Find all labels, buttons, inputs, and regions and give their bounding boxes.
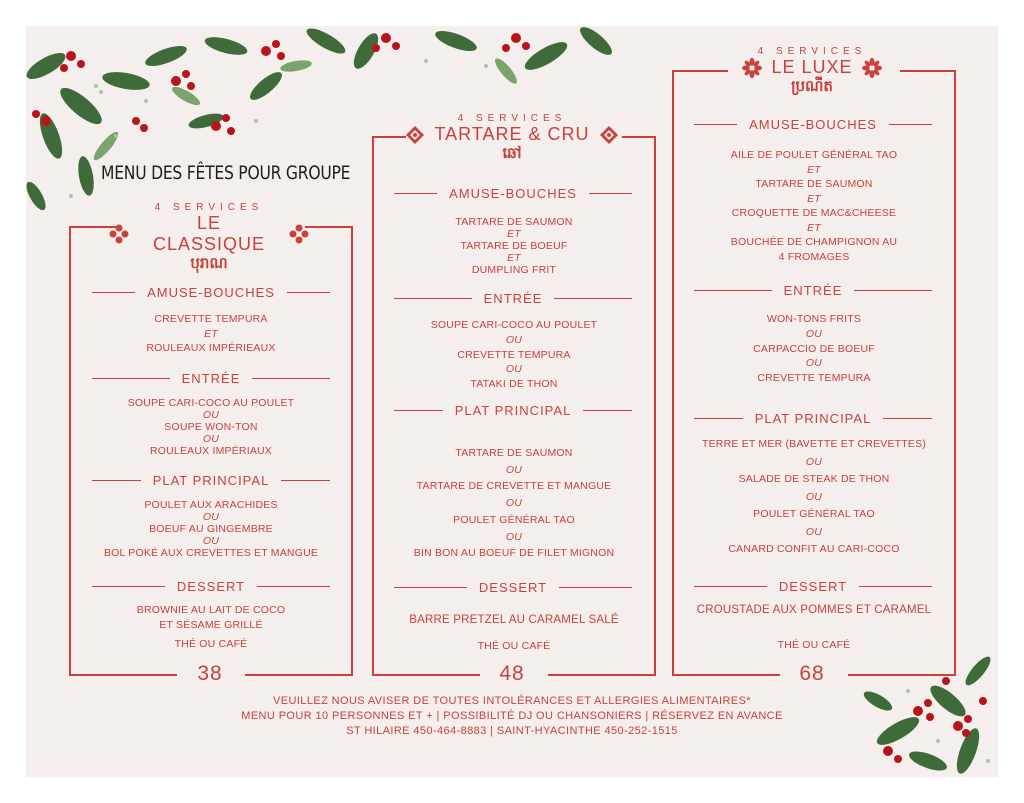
section-items bbox=[372, 318, 656, 392]
menu-sheet bbox=[26, 26, 998, 777]
menu-item-connector: OU bbox=[202, 535, 220, 547]
menu-item-connector: OU bbox=[805, 490, 823, 503]
section-items bbox=[69, 499, 353, 559]
menu-item: BOL POKÉ AUX CREVETTES ET MANGUE bbox=[103, 547, 319, 559]
menu-item-connector: OU bbox=[505, 463, 523, 476]
section-items bbox=[672, 312, 956, 386]
menu-item-connector: OU bbox=[202, 433, 220, 445]
menu-item: CROUSTADE AUX POMMES ET CARAMEL bbox=[696, 604, 932, 616]
menu-price: 48 bbox=[499, 662, 525, 685]
section-header: AMUSE-BOUCHES bbox=[694, 117, 932, 132]
menu-item: BOEUF AU GINGEMBRE bbox=[149, 523, 273, 535]
menu-item-connector: ET bbox=[507, 252, 521, 264]
menu-header bbox=[109, 202, 309, 276]
menu-item-connector: OU bbox=[505, 363, 523, 376]
menu-item: WON-TONS FRITS bbox=[766, 313, 862, 325]
menu-item: DUMPLING FRIT bbox=[471, 264, 557, 276]
menu-item: BOUCHÉE DE CHAMPIGNON AU bbox=[730, 236, 898, 248]
menu-item: CANARD CONFIT AU CARI-COCO bbox=[728, 543, 900, 555]
flower-ornament-icon bbox=[742, 58, 762, 78]
menu-item: SOUPE WON-TON bbox=[164, 421, 258, 433]
menu-item: BROWNIE AU LAIT DE COCO bbox=[136, 604, 286, 616]
section-header: DESSERT bbox=[92, 579, 330, 594]
services-label: 4 SERVICES bbox=[457, 113, 567, 124]
menu-item: TARTARE DE CREVETTE ET MANGUE bbox=[416, 480, 612, 493]
menu-item: 4 FROMAGES bbox=[778, 250, 850, 263]
menu-item-connector: ET bbox=[507, 228, 521, 240]
menu-header bbox=[712, 46, 912, 99]
menu-item-connector: OU bbox=[202, 409, 220, 421]
menu-item-connector: OU bbox=[505, 497, 523, 510]
menu-item: BIN BON AU BOEUF DE FILET MIGNON bbox=[413, 547, 615, 560]
menu-item: SALADE DE STEAK DE THON bbox=[738, 473, 890, 485]
section-items bbox=[372, 216, 656, 276]
menu-item: TARTARE DE SAUMON bbox=[455, 216, 573, 228]
menu-name: LE CLASSIQUE bbox=[152, 213, 266, 254]
section-header: PLAT PRINCIPAL bbox=[92, 473, 330, 488]
page-title: MENU DES FÊTES POUR GROUPE bbox=[101, 162, 351, 184]
flower-ornament-icon bbox=[862, 58, 882, 78]
menu-item: SOUPE CARI-COCO AU POULET bbox=[430, 319, 598, 331]
menu-item: CARPACCIO DE BOEUF bbox=[753, 342, 875, 355]
menu-item: POULET GÉNÉRAL TAO bbox=[753, 508, 875, 520]
menu-name-khmer: ប្រណីត bbox=[791, 77, 833, 95]
footer-group-info: MENU POUR 10 PERSONNES ET + | POSSIBILITÉ DJ OU CHANSONIERS | RÉSERVEZ EN AVANCE bbox=[241, 710, 783, 722]
section-items bbox=[69, 397, 353, 457]
section-items bbox=[69, 312, 353, 356]
menu-name: TARTARE & CRU bbox=[434, 124, 590, 144]
menu-item: BARRE PRETZEL AU CARAMEL SALÉ bbox=[409, 614, 619, 626]
menu-item: TATAKI DE THON bbox=[470, 378, 558, 391]
section-header: PLAT PRINCIPAL bbox=[694, 411, 932, 426]
menu-item: POULET GÉNÉRAL TAO bbox=[453, 513, 575, 526]
menu-item-connector: ET bbox=[204, 327, 218, 340]
section-header: ENTRÉE bbox=[394, 291, 632, 306]
menu-item-connector: OU bbox=[505, 333, 523, 346]
menu-item: TARTARE DE BOEUF bbox=[460, 240, 568, 252]
section-header: PLAT PRINCIPAL bbox=[394, 403, 632, 418]
menu-item: CREVETTE TEMPURA bbox=[457, 348, 571, 361]
section-header: AMUSE-BOUCHES bbox=[92, 285, 330, 300]
section-items bbox=[672, 148, 956, 264]
section-items bbox=[672, 603, 956, 653]
section-header: ENTRÉE bbox=[92, 371, 330, 386]
menu-item: THÉ OU CAFÉ bbox=[777, 639, 851, 651]
section-items bbox=[372, 613, 656, 654]
menu-name-khmer: បុរាណ bbox=[190, 254, 228, 272]
menu-item: ET SÉSAME GRILLÉ bbox=[159, 619, 263, 631]
menu-price: 38 bbox=[197, 662, 223, 685]
services-label: 4 SERVICES bbox=[757, 46, 867, 57]
section-header: DESSERT bbox=[394, 580, 632, 595]
menu-header bbox=[397, 113, 627, 166]
menu-item-connector: OU bbox=[805, 525, 823, 538]
menu-item: ROULEAUX IMPÉRIEAUX bbox=[146, 342, 276, 354]
menu-name-khmer: ឆៅ bbox=[502, 144, 522, 162]
section-header: ENTRÉE bbox=[694, 283, 932, 298]
menu-item: THÉ OU CAFÉ bbox=[477, 640, 551, 652]
menu-item-connector: ET bbox=[807, 163, 821, 176]
section-header: AMUSE-BOUCHES bbox=[394, 186, 632, 201]
flower-ornament-icon bbox=[289, 224, 309, 244]
menu-item-connector: OU bbox=[805, 327, 823, 340]
menu-item-connector: OU bbox=[805, 357, 823, 370]
section-items bbox=[672, 436, 956, 559]
menu-item: TARTARE DE SAUMON bbox=[755, 178, 873, 190]
footer-allergy-notice: VEUILLEZ NOUS AVISER DE TOUTES INTOLÉRANCES ET ALLERGIES ALIMENTAIRES* bbox=[273, 695, 751, 707]
menu-item: CROQUETTE DE MAC&CHEESE bbox=[731, 207, 897, 219]
menu-item: AILE DE POULET GÉNÉRAL TAO bbox=[730, 149, 898, 161]
menu-item: POULET AUX ARACHIDES bbox=[144, 499, 278, 511]
menu-price: 68 bbox=[799, 662, 825, 685]
menu-item: SOUPE CARI-COCO AU POULET bbox=[127, 397, 295, 409]
section-items bbox=[69, 603, 353, 652]
menu-item: CREVETTE TEMPURA bbox=[154, 313, 268, 325]
menu-item: ROULEAUX IMPÉRIAUX bbox=[149, 445, 273, 457]
menu-item-connector: OU bbox=[202, 511, 220, 523]
menu-item: CREVETTE TEMPURA bbox=[757, 372, 871, 385]
flower-ornament-icon bbox=[599, 125, 619, 145]
flower-ornament-icon bbox=[109, 224, 129, 244]
section-header: DESSERT bbox=[694, 579, 932, 594]
services-label: 4 SERVICES bbox=[154, 202, 264, 213]
footer-phone-numbers: ST HILAIRE 450-464-8883 | SAINT-HYACINTHE 450-252-1515 bbox=[346, 725, 678, 737]
menu-item: THÉ OU CAFÉ bbox=[174, 638, 248, 650]
menu-item-connector: ET bbox=[807, 192, 821, 205]
menu-item-connector: OU bbox=[805, 455, 823, 468]
menu-item-connector: OU bbox=[505, 530, 523, 543]
flower-ornament-icon bbox=[405, 125, 425, 145]
menu-item: TERRE ET MER (BAVETTE ET CREVETTES) bbox=[701, 438, 927, 450]
menu-item-connector: ET bbox=[807, 221, 821, 234]
section-items bbox=[372, 445, 656, 562]
menu-item: TARTARE DE SAUMON bbox=[455, 447, 573, 459]
menu-name: LE LUXE bbox=[771, 57, 853, 77]
